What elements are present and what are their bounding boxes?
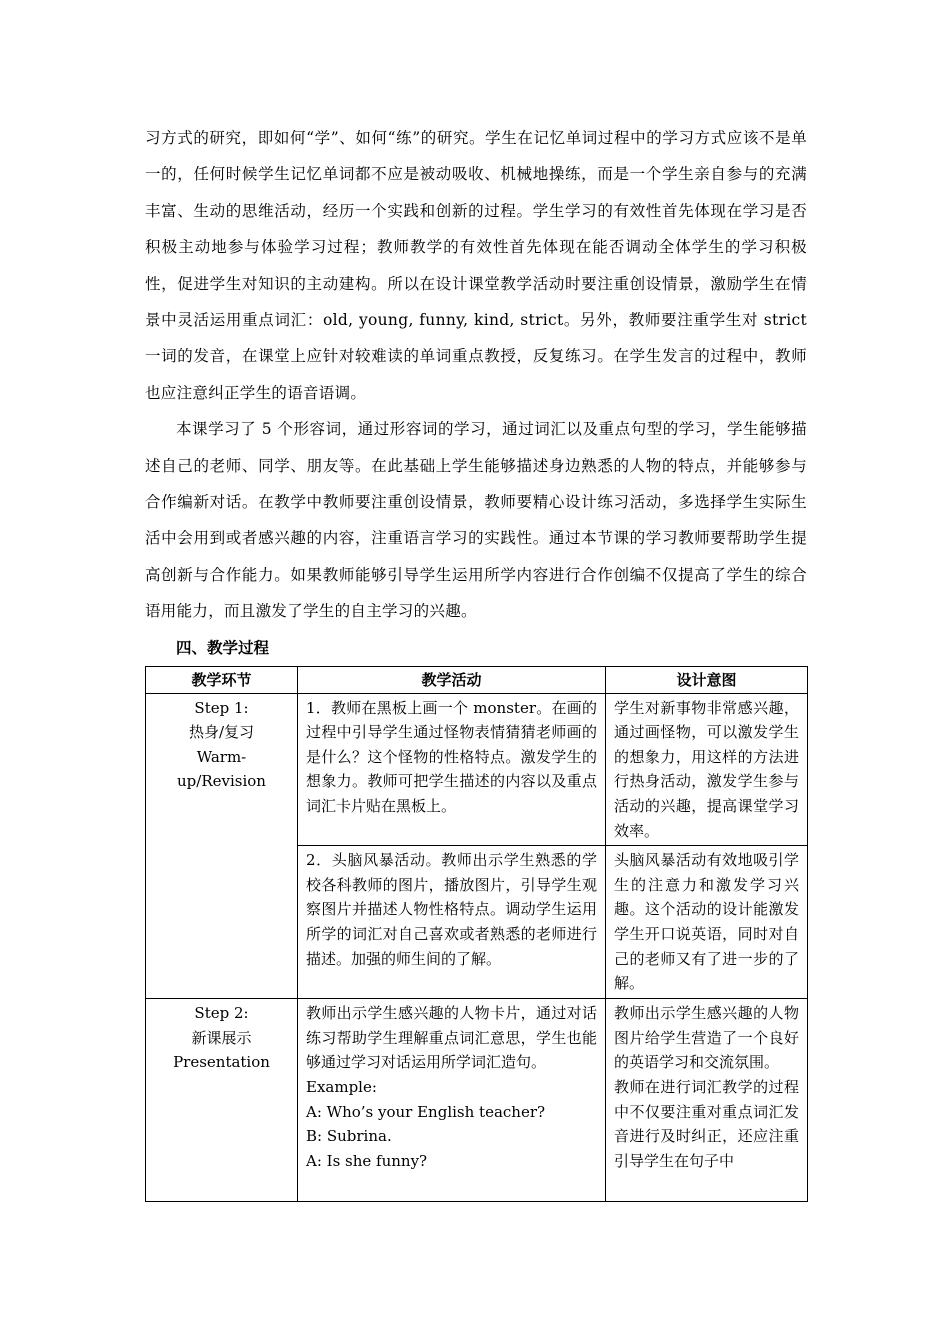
step1-stage-cell: [146, 693, 298, 999]
step1-activity-2: 2．头脑风暴活动。教师出示学生熟悉的学校各科教师的图片，播放图片，引导学生观察图片并描述人物性格特点。调动学生运用所学的词汇对自己喜欢或者熟悉的老师进行描述。加强的师生间的了解。: [298, 846, 606, 999]
step2-intent: [606, 999, 808, 1202]
step1-name-cn: 热身/复习: [188, 723, 255, 742]
step2-intent-p1: 教师出示学生感兴趣的人物图片给学生营造了一个良好的英语学习和交流氛围。: [614, 1004, 799, 1072]
step2-label: Step 2:: [194, 1004, 249, 1023]
step2-name-en: Presentation: [173, 1053, 270, 1072]
step1-intent-1: 学生对新事物非常感兴趣，通过画怪物，可以激发学生的想象力，用这样的方法进行热身活动，激发学生参与活动的兴趣，提高课堂学习效率。: [606, 693, 808, 846]
step1-intent-2: 头脑风暴活动有效地吸引学生的注意力和激发学习兴趣。这个活动的设计能激发学生开口说英语，同时对自己的老师又有了进一步的了解。: [606, 846, 808, 999]
dialogue-line: A: Who’s your English teacher?: [306, 1102, 546, 1121]
dialogue-line: A: Is she funny?: [306, 1151, 428, 1170]
step2-example-label: Example:: [306, 1078, 377, 1097]
dialogue-line: B: Subrina.: [306, 1127, 392, 1146]
document-page: [145, 120, 807, 1202]
step1-name-en: Warm-up/Revision: [177, 747, 266, 791]
table-row: [146, 693, 808, 846]
teaching-process-table: [145, 666, 808, 1203]
step2-name-cn: 新课展示: [191, 1028, 252, 1047]
step1-activity-1: 1．教师在黑板上画一个 monster。在画的过程中引导学生通过怪物表情猜猜老师画的是什么？这个怪物的性格特点。激发学生的想象力。教师可把学生描述的内容以及重点词汇卡片贴在黑板上。: [298, 693, 606, 846]
step2-activity-intro: 教师出示学生感兴趣的人物卡片，通过对话练习帮助学生理解重点词汇意思，学生也能够通过学习对话运用所学词汇造句。: [306, 1004, 597, 1072]
section-heading: 四、教学过程: [176, 637, 270, 657]
step2-intent-p2: 教师在进行词汇教学的过程中不仅要注重对重点词汇发音进行及时纠正，还应注重引导学生在句子中: [614, 1078, 799, 1170]
intro-paragraph-2: 本课学习了 5 个形容词，通过形容词的学习，通过词汇以及重点句型的学习，学生能够描述自己的老师、同学、朋友等。在此基础上学生能够描述身边熟悉的人物的特点，并能够参与合作编新对话。在教学中教师要注重创设情景，教师要精心设计练习活动，多选择学生实际生活中会用到或者感兴趣的内容，注重语言学习的实践性。通过本节课的学习教师要帮助学生提高创新与合作能力。如果教师能够引导学生运用所学内容进行合作创编不仅提高了学生的综合语用能力，而且激发了学生的自主学习的兴趣。: [145, 420, 807, 621]
table-header-row: [146, 666, 808, 693]
header-activity: 教学活动: [298, 666, 606, 693]
header-intent: 设计意图: [606, 666, 808, 693]
step2-activity: [298, 999, 606, 1202]
intro-paragraph-1: 习方式的研究，即如何“学”、如何“练”的研究。学生在记忆单词过程中的学习方式应该不是单一的，任何时候学生记忆单词都不应是被动吸收、机械地操练，而是一个学生亲自参与的充满丰富、生动的思维活动，经历一个实践和创新的过程。学生学习的有效性首先体现在学习是否积极主动地参与体验学习过程；教师教学的有效性首先体现在能否调动全体学生的学习积极性，促进学生对知识的主动建构。所以在设计课堂教学活动时要注重创设情景，激励学生在情景中灵活运用重点词汇：old, young, funny, kind, strict。另外，教师要注重学生对 strict 一词的发音，在课堂上应针对较难读的单词重点教授，反复练习。在学生发言的过程中，教师也应注意纠正学生的语音语调。: [145, 129, 807, 402]
step1-label: Step 1:: [194, 698, 249, 717]
table-row: [146, 999, 808, 1202]
header-stage: 教学环节: [146, 666, 298, 693]
step2-stage-cell: [146, 999, 298, 1202]
